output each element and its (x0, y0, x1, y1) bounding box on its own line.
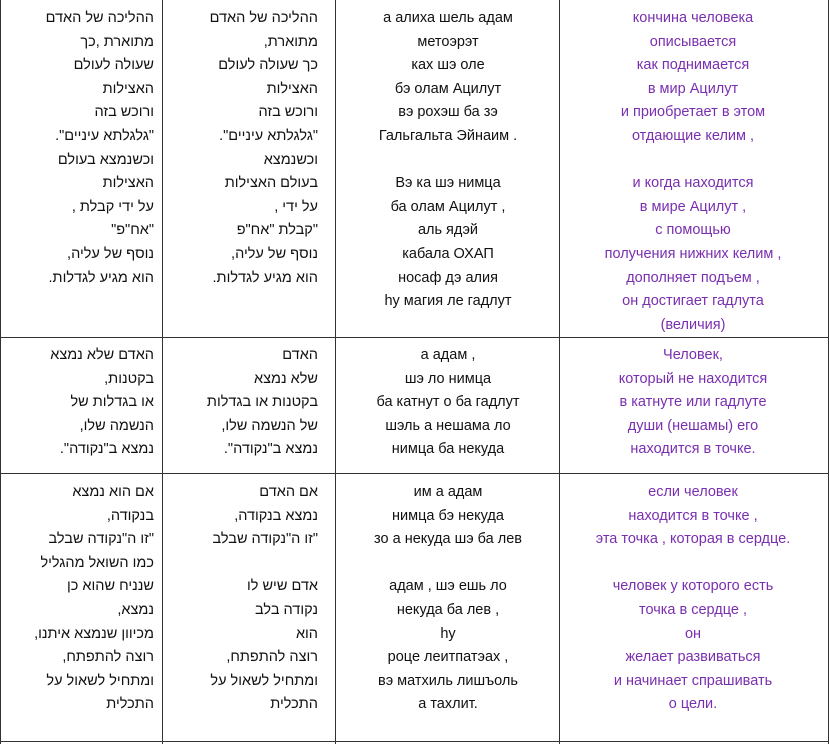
column-divider-2 (335, 0, 336, 744)
row-divider-2 (0, 473, 829, 474)
text-line: Человек, (663, 347, 723, 363)
text-line: бэ олам Ацилут (394, 80, 502, 97)
text-line: ורוכש בזה (94, 104, 154, 121)
text-line: הוא מגיע לגדלות. (48, 269, 154, 286)
text-line: שעולה לעולם (73, 57, 154, 74)
text-line: הוא מגיע לגדלות. (212, 269, 318, 286)
text-line: בקטנות, (104, 370, 154, 387)
text-line: а адам , (420, 347, 476, 363)
text-line: כמו השואל מהגליל (40, 554, 154, 571)
text-line: и приобретает в этом (620, 104, 766, 121)
text-line: человек у которого есть (612, 578, 774, 595)
text-line: שנניח שהוא כן (67, 578, 154, 595)
text-line: шэ ло нимца (404, 370, 492, 387)
text-line: находится в точке. (630, 441, 756, 458)
text-line: души (нешамы) его (627, 417, 759, 434)
text-line: מתוארת, (263, 33, 318, 50)
text-line: "גלגלתא עיניים". (55, 127, 154, 144)
transliteration-cell (338, 481, 558, 717)
text-line: вэ рохэш ба зэ (398, 104, 498, 121)
text-line (338, 552, 558, 576)
text-line: который не находится (618, 370, 768, 387)
text-line: Гальгальта Эйнаим . (378, 127, 518, 144)
text-line: носаф дэ алия (398, 269, 498, 286)
text-line: метоэрэт (417, 33, 479, 50)
hebrew-alt-cell (168, 7, 330, 290)
text-line: וכשנמצא בעולם (57, 151, 154, 168)
russian-cell (560, 7, 826, 337)
text-line: שלא נמצא (253, 370, 318, 387)
text-line: как поднимается (636, 57, 750, 74)
text-line: ба олам Ацилут , (390, 198, 506, 215)
text-line: התכלית (270, 696, 318, 713)
text-line: и начинает спрашивать (613, 672, 773, 689)
text-line: האדם (282, 347, 318, 363)
text-line: האצילות (102, 175, 154, 192)
text-line: "גלגלתא עיניים". (219, 127, 318, 144)
text-line: "אח"פ" (111, 222, 154, 239)
text-line: בנקודה, (106, 507, 154, 524)
transliteration-cell (338, 344, 558, 462)
text-line: וכשנמצא (263, 151, 318, 168)
text-line: если человек (648, 484, 738, 500)
text-line: эта точка , которая в сердце. (595, 531, 791, 548)
text-line: ках шэ оле (411, 57, 485, 74)
text-line: של הנשמה שלו, (221, 417, 318, 434)
text-line: בעולם האצילות (224, 175, 318, 192)
text-line: желает развиваться (625, 649, 761, 666)
text-line (560, 552, 826, 576)
table-border-left (0, 0, 1, 744)
text-line: האצילות (266, 80, 318, 97)
text-line: ומתחיל לשאול על (46, 672, 154, 689)
text-line: находится в точке , (628, 507, 758, 524)
text-line: он (684, 625, 702, 642)
text-line: роце леитпатэах , (387, 649, 509, 666)
text-line: он достигает гадлута (622, 293, 764, 310)
hebrew-alt-cell (168, 481, 330, 717)
text-line: шэль а нешама ло (385, 417, 511, 434)
text-line: ומתחיל לשאול על (210, 672, 318, 689)
text-line: נמצא ב"נקודה". (59, 441, 154, 458)
text-line: кабала ОХАП (402, 245, 494, 262)
text-line: התכלית (106, 696, 154, 713)
text-line: ההליכה של האדם (209, 10, 318, 26)
text-line: точка в сердце , (638, 601, 748, 618)
text-line: дополняет подъем , (626, 269, 760, 286)
text-line: "זו ה"נקודה שבלב (48, 531, 154, 548)
text-line: אם האדם (259, 484, 318, 500)
text-line: а алиха шель адам (383, 10, 513, 26)
text-line: некуда ба лев , (396, 601, 500, 618)
text-line: "קבלת "אח"פ (236, 222, 318, 239)
text-line: Вэ ка шэ нимца (395, 175, 501, 192)
text-line: зо а некуда шэ ба лев (374, 531, 522, 548)
text-line: נמצא בנקודה, (234, 507, 318, 524)
text-line: с помощью (655, 222, 731, 239)
text-line: им а адам (413, 484, 483, 500)
text-line: נוסף של עליה, (231, 245, 318, 262)
text-line: רוצה להתפתח, (226, 649, 318, 666)
text-line: הנשמה שלו, (79, 417, 154, 434)
text-line: (величия) (660, 316, 726, 333)
text-line: נמצא, (117, 601, 154, 618)
text-line: нимца бэ некуда (392, 507, 504, 524)
text-line: hу (440, 625, 456, 642)
text-line (560, 149, 826, 173)
text-line: נוסף של עליה, (67, 245, 154, 262)
text-line: отдающие келим , (631, 127, 755, 144)
text-line: в мире Ацилут , (639, 198, 747, 215)
text-line: כך שעולה לעולם (218, 57, 318, 74)
text-line: האצילות (102, 80, 154, 97)
text-line (338, 149, 558, 173)
text-line: нимца ба некуда (391, 441, 505, 458)
text-line: נמצא ב"נקודה". (223, 441, 318, 458)
text-line: על ידי קבלת , (71, 198, 154, 215)
hebrew-cell (2, 7, 158, 290)
text-line: רוצה להתפתח, (62, 649, 154, 666)
text-line: описывается (649, 33, 737, 50)
text-line: אדם שיש לו (247, 578, 318, 595)
text-line: הוא (295, 625, 318, 642)
text-line: кончина человека (632, 10, 754, 26)
text-line: אם הוא נמצא (72, 484, 154, 500)
hebrew-cell (2, 481, 158, 717)
text-line: ההליכה של האדם (45, 10, 154, 26)
hebrew-cell (2, 344, 158, 462)
text-line: о цели. (668, 696, 718, 713)
row-divider-3 (0, 741, 829, 742)
text-line: מתוארת ,כך (80, 33, 154, 50)
text-line: в мир Ацилут (647, 80, 739, 97)
text-line: ורוכש בזה (258, 104, 318, 121)
text-line: או בגדלות של (70, 394, 154, 411)
russian-cell (560, 481, 826, 717)
text-line (168, 552, 330, 576)
text-line: и когда находится (632, 175, 754, 192)
text-line: בקטנות או בגדלות (206, 394, 318, 411)
text-line: האדם שלא נמצא (50, 347, 154, 363)
text-line: адам , шэ ешь ло (389, 578, 507, 595)
text-line: аль ядэй (417, 222, 479, 239)
text-line: ба катнут о ба гадлут (376, 394, 520, 411)
transliteration-cell (338, 7, 558, 314)
text-line: вэ матхиль лишъоль (378, 672, 518, 689)
text-line: "זו ה"נקודה שבלב (212, 531, 318, 548)
text-line: נקודה בלב (255, 601, 318, 618)
text-line: получения нижних келим , (604, 245, 782, 262)
text-line: hу магия ле гадлут (384, 293, 512, 310)
text-line: а тахлит. (418, 696, 478, 713)
column-divider-1 (162, 0, 163, 744)
text-line: מכיוון שנמצא איתנו, (34, 625, 154, 642)
russian-cell (560, 344, 826, 462)
text-line: על ידי , (274, 198, 318, 215)
hebrew-alt-cell (168, 344, 330, 462)
text-line: в катнуте или гадлуте (619, 394, 767, 411)
